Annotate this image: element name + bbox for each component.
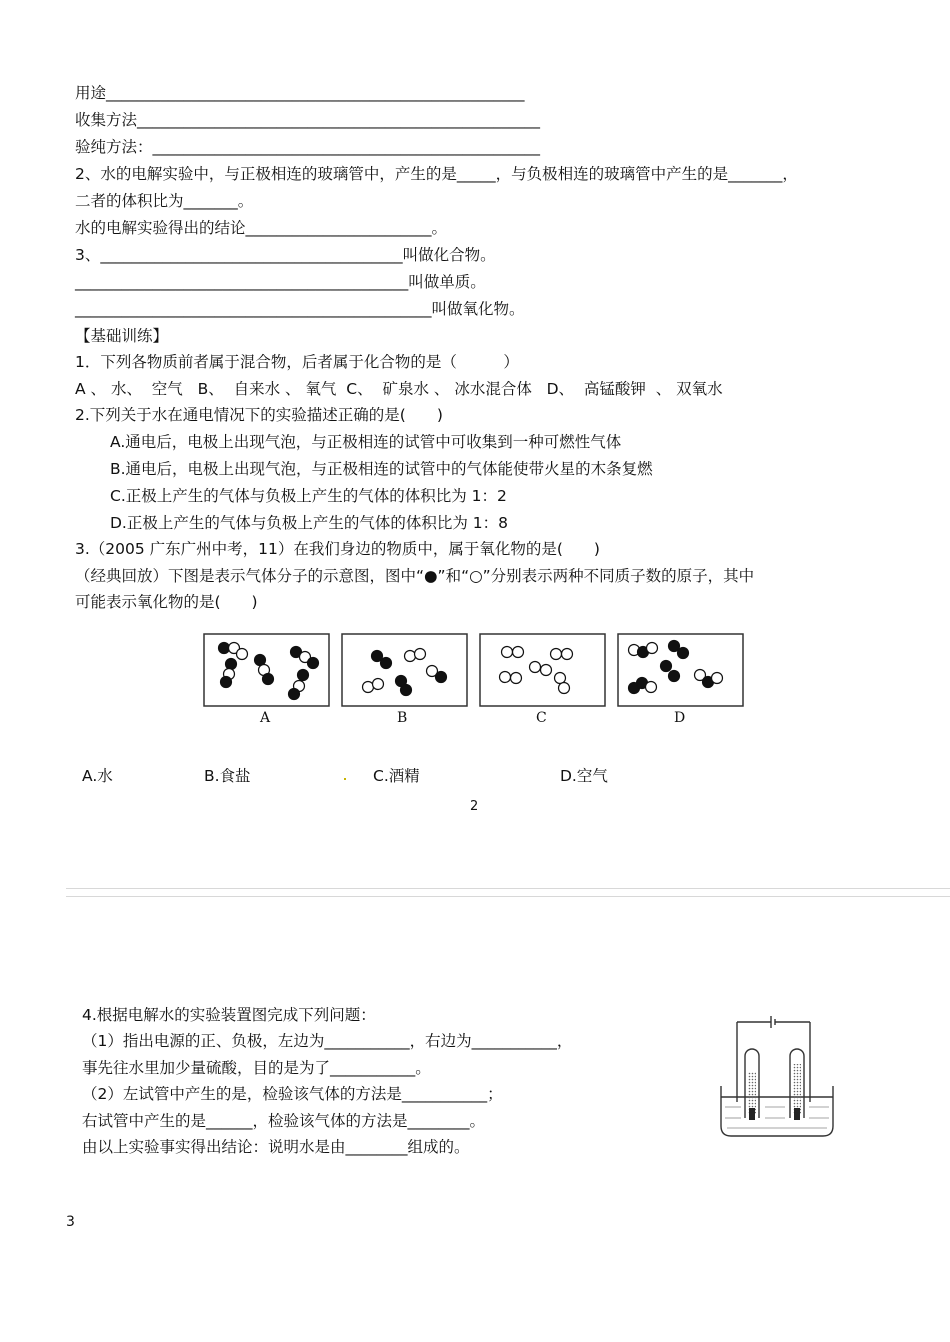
question-1-options: A 、 水、 空气 B、 自来水 、 氧气 C、 矿泉水 、 冰水混合体 D、 高锰酸钾 、 双氧水 <box>75 380 723 398</box>
question-4: 4.根据电解水的实验装置图完成下列问题： <box>82 1006 376 1024</box>
line-compound-def: 3、_______________________________________叫做化合物。 <box>75 246 496 264</box>
page-separator-top <box>66 888 950 889</box>
line-oxide-def: ______________________________________________叫做氧化物。 <box>75 300 525 318</box>
question-4-part-1-cont: 事先往水里加少量硫酸，目的是为了___________。 <box>82 1059 431 1077</box>
line-collection-method: 收集方法____________________________________________________ <box>75 111 541 129</box>
page-separator-bottom <box>66 896 950 897</box>
question-2-electrolysis: 2、水的电解实验中，与正极相连的玻璃管中，产生的是_____，与负极相连的玻璃管中产生的是_______， <box>75 165 798 183</box>
page-number-3: 3 <box>66 1214 75 1230</box>
electrolysis-apparatus-diagram <box>715 1012 840 1142</box>
question-2-option-d: D.正极上产生的气体与负极上产生的气体的体积比为 1：8 <box>110 514 509 532</box>
question-3: 3.（2005 广东广州中考，11）在我们身边的物质中，属于氧化物的是( ) <box>75 540 600 558</box>
figure-label-c: C <box>536 710 547 726</box>
answer-option-d: D.空气 <box>560 767 608 785</box>
line-element-def: ___________________________________________叫做单质。 <box>75 273 486 291</box>
question-4-conclusion: 由以上实验事实得出结论：说明水是由________组成的。 <box>82 1138 470 1156</box>
question-classic-cont: 可能表示氧化物的是( ) <box>75 593 258 611</box>
figure-label-a: A <box>260 710 271 726</box>
line-purity-test: 验纯方法：__________________________________________________ <box>75 138 541 156</box>
molecule-figure <box>200 630 750 730</box>
page-number-2: 2 <box>470 799 479 814</box>
question-1: 1．下列各物质前者属于混合物，后者属于化合物的是（ ） <box>75 353 519 371</box>
figure-label-d: D <box>674 710 686 726</box>
answer-option-c: C.酒精 <box>373 767 420 785</box>
question-4-part-2: （2）左试管中产生的是，检验该气体的方法是___________； <box>82 1085 503 1103</box>
answer-option-a: A.水 <box>82 767 113 785</box>
line-usage: 用途______________________________________________________ <box>75 84 525 102</box>
line-volume-ratio: 二者的体积比为_______。 <box>75 192 254 210</box>
question-4-part-2-cont: 右试管中产生的是______，检验该气体的方法是________。 <box>82 1112 486 1130</box>
section-heading-basic-training: 【基础训练】 <box>75 327 169 345</box>
question-classic: （经典回放）下图是表示气体分子的示意图，图中“●”和“○”分别表示两种不同质子数的原子，其中 <box>75 567 755 585</box>
figure-label-b: B <box>397 710 408 726</box>
stray-dot <box>344 778 346 780</box>
question-4-part-1: （1）指出电源的正、负极，左边为___________，右边为___________， <box>82 1032 573 1050</box>
question-2: 2.下列关于水在通电情况下的实验描述正确的是( ) <box>75 406 443 424</box>
question-2-option-b: B.通电后，电极上出现气泡，与正极相连的试管中的气体能使带火星的木条复燃 <box>110 460 653 478</box>
question-2-option-a: A.通电后，电极上出现气泡，与正极相连的试管中可收集到一种可燃性气体 <box>110 433 622 451</box>
question-2-option-c: C.正极上产生的气体与负极上产生的气体的体积比为 1：2 <box>110 487 507 505</box>
line-conclusion: 水的电解实验得出的结论________________________。 <box>75 219 448 237</box>
answer-option-b: B.食盐 <box>204 767 251 785</box>
